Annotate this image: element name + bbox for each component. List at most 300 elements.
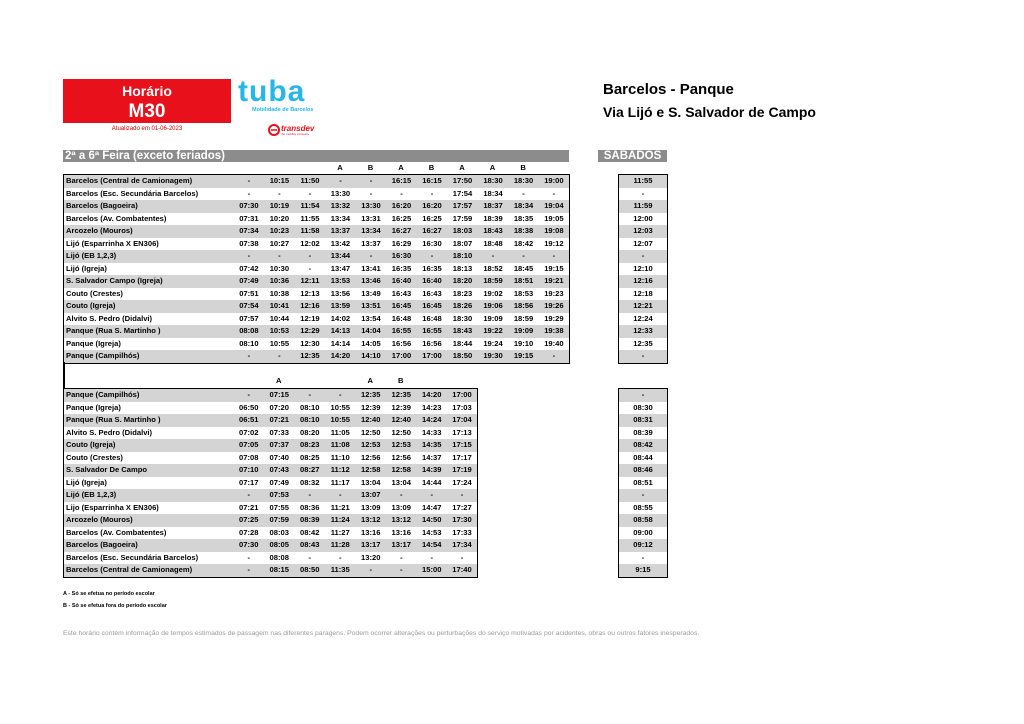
- departure-time: -: [234, 552, 265, 565]
- departure-time: 16:40: [386, 275, 417, 288]
- table-row: [619, 338, 668, 351]
- departure-time: -: [295, 263, 326, 276]
- table-row: [619, 489, 668, 502]
- departure-time: 13:17: [356, 539, 387, 552]
- departure-time: 13:34: [325, 213, 356, 226]
- departure-time: -: [478, 250, 509, 263]
- table-row: [619, 464, 668, 477]
- departure-time: 12:29: [295, 325, 326, 338]
- departure-time: 16:25: [386, 213, 417, 226]
- saturday-time: -: [619, 188, 668, 201]
- departure-time: 18:30: [508, 175, 539, 188]
- table-row: [619, 452, 668, 465]
- departure-time: 18:56: [508, 300, 539, 313]
- departure-time: 11:54: [295, 200, 326, 213]
- stop-name: Lijo (Esparrinha X EN306): [64, 502, 234, 515]
- departure-time: 17:15: [447, 439, 478, 452]
- departure-time: 08:10: [295, 414, 326, 427]
- departure-time: 08:43: [295, 539, 326, 552]
- departure-time: 07:33: [264, 427, 295, 440]
- departure-time: 07:57: [234, 313, 265, 326]
- departure-time: 07:05: [234, 439, 265, 452]
- departure-time: 12:40: [386, 414, 417, 427]
- table-row: [64, 188, 570, 201]
- departure-time: 13:37: [356, 238, 387, 251]
- departure-time: 10:55: [264, 338, 295, 351]
- table-row: [64, 313, 570, 326]
- table-row: [64, 200, 570, 213]
- saturday-time: 12:10: [619, 263, 668, 276]
- departure-time: 12:30: [295, 338, 326, 351]
- departure-time: 11:12: [325, 464, 356, 477]
- departure-time: -: [234, 175, 265, 188]
- departure-time: 14:50: [417, 514, 448, 527]
- stop-name: Panque (Igreja): [64, 402, 234, 415]
- saturday-time: 08:42: [619, 439, 668, 452]
- departure-time: 14:04: [356, 325, 387, 338]
- saturday-time: -: [619, 250, 668, 263]
- departure-time: 16:35: [386, 263, 417, 276]
- departure-time: 18:43: [478, 225, 509, 238]
- departure-time: 13:04: [356, 477, 387, 490]
- table-row: [64, 275, 570, 288]
- marker-spacer: [63, 375, 233, 387]
- departure-time: 19:30: [478, 350, 509, 363]
- saturday-time: 08:44: [619, 452, 668, 465]
- table-row: [619, 402, 668, 415]
- outbound-markers: [63, 162, 569, 174]
- table-row: [619, 552, 668, 565]
- departure-time: 13:09: [386, 502, 417, 515]
- departure-time: 14:14: [325, 338, 356, 351]
- table-row: [619, 238, 668, 251]
- departure-time: 08:23: [295, 439, 326, 452]
- departure-time: 11:24: [325, 514, 356, 527]
- departure-time: 14:05: [356, 338, 387, 351]
- table-row: [619, 225, 668, 238]
- stop-name: Barcelos (Bagoeira): [64, 200, 234, 213]
- departure-time: 07:28: [234, 527, 265, 540]
- departure-time: 17:24: [447, 477, 478, 490]
- departure-time: 14:37: [417, 452, 448, 465]
- trip-marker: [233, 162, 264, 174]
- departure-time: 16:30: [386, 250, 417, 263]
- saturday-time: 09:00: [619, 527, 668, 540]
- departure-time: -: [539, 188, 570, 201]
- table-row: [64, 464, 478, 477]
- departure-time: 11:27: [325, 527, 356, 540]
- departure-time: -: [356, 250, 387, 263]
- transdev-logo: [268, 124, 328, 138]
- departure-time: 07:10: [234, 464, 265, 477]
- saturday-time: 12:07: [619, 238, 668, 251]
- schedule-label-box: [63, 79, 231, 123]
- stop-name: Barcelos (Av. Combatentes): [64, 213, 234, 226]
- saturday-time: 12:21: [619, 300, 668, 313]
- table-row: [619, 564, 668, 577]
- departure-time: 08:32: [295, 477, 326, 490]
- marker-spacer: [63, 162, 233, 174]
- table-row: [64, 439, 478, 452]
- departure-time: 14:44: [417, 477, 448, 490]
- departure-time: 13:04: [386, 477, 417, 490]
- departure-time: 16:25: [417, 213, 448, 226]
- departure-time: -: [295, 188, 326, 201]
- stop-name: Lijó (EB 1,2,3): [64, 250, 234, 263]
- departure-time: 18:48: [478, 238, 509, 251]
- table-row: [619, 514, 668, 527]
- departure-time: 14:23: [417, 402, 448, 415]
- table-row: [64, 338, 570, 351]
- departure-time: -: [539, 350, 570, 363]
- departure-time: 19:24: [478, 338, 509, 351]
- saturday-time: 08:55: [619, 502, 668, 515]
- stop-name: Couto (Igreja): [64, 300, 234, 313]
- trip-marker: [294, 162, 325, 174]
- note-b: B - Só se efetua fora do período escolar: [63, 603, 167, 609]
- schedule-label: Horário: [122, 83, 172, 99]
- route-code: M30: [128, 101, 166, 122]
- departure-time: 18:26: [447, 300, 478, 313]
- departure-time: 08:39: [295, 514, 326, 527]
- departure-time: 07:37: [264, 439, 295, 452]
- saturday-time: -: [619, 350, 668, 363]
- departure-time: 16:30: [417, 238, 448, 251]
- table-row: [619, 414, 668, 427]
- departure-time: 19:23: [539, 288, 570, 301]
- table-row: [64, 250, 570, 263]
- table-row: [64, 288, 570, 301]
- departure-time: -: [295, 489, 326, 502]
- departure-time: 11:55: [295, 213, 326, 226]
- departure-time: 14:35: [417, 439, 448, 452]
- departure-time: 07:49: [234, 275, 265, 288]
- departure-time: 16:40: [417, 275, 448, 288]
- table-row: [64, 489, 478, 502]
- saturday-time: 08:58: [619, 514, 668, 527]
- departure-time: 19:29: [539, 313, 570, 326]
- departure-time: 10:30: [264, 263, 295, 276]
- trip-marker: [264, 162, 295, 174]
- trip-marker: B: [428, 163, 435, 172]
- table-row: [619, 325, 668, 338]
- departure-time: 19:09: [508, 325, 539, 338]
- departure-time: 12:56: [356, 452, 387, 465]
- departure-time: 10:19: [264, 200, 295, 213]
- table-row: [64, 389, 478, 402]
- stop-name: Couto (Crestes): [64, 288, 234, 301]
- departure-time: 11:17: [325, 477, 356, 490]
- departure-time: -: [417, 489, 448, 502]
- table-row: [619, 200, 668, 213]
- saturday-time: 08:39: [619, 427, 668, 440]
- logo-word: tuba: [238, 75, 306, 108]
- stop-name: Couto (Crestes): [64, 452, 234, 465]
- departure-time: 19:00: [539, 175, 570, 188]
- departure-time: 13:49: [356, 288, 387, 301]
- departure-time: 07:51: [234, 288, 265, 301]
- table-row: [619, 439, 668, 452]
- table-row: [64, 300, 570, 313]
- outbound-weekday-table: [63, 174, 570, 364]
- table-row: [64, 225, 570, 238]
- departure-time: 12:35: [356, 389, 387, 402]
- departure-time: -: [325, 389, 356, 402]
- stop-name: Lijó (Igreja): [64, 263, 234, 276]
- stop-name: Lijó (EB 1,2,3): [64, 489, 234, 502]
- departure-time: -: [264, 250, 295, 263]
- departure-time: 18:35: [508, 213, 539, 226]
- departure-time: 12:53: [356, 439, 387, 452]
- departure-time: 19:40: [539, 338, 570, 351]
- departure-time: -: [356, 188, 387, 201]
- departure-time: 10:44: [264, 313, 295, 326]
- departure-time: 17:34: [447, 539, 478, 552]
- departure-time: 17:13: [447, 427, 478, 440]
- note-a: A - Só se efetua no período escolar: [63, 591, 155, 597]
- stop-name: Lijó (Igreja): [64, 477, 234, 490]
- stop-name: Arcozelo (Mouros): [64, 225, 234, 238]
- departure-time: 17:27: [447, 502, 478, 515]
- departure-time: 16:56: [386, 338, 417, 351]
- departure-time: 07:55: [264, 502, 295, 515]
- table-row: [619, 350, 668, 363]
- table-row: [64, 502, 478, 515]
- departure-time: 19:04: [539, 200, 570, 213]
- stop-name: S. Salvador Campo (Igreja): [64, 275, 234, 288]
- departure-time: -: [325, 175, 356, 188]
- saturday-time: 08:30: [619, 402, 668, 415]
- departure-time: 17:59: [447, 213, 478, 226]
- departure-time: 17:00: [386, 350, 417, 363]
- table-row: [64, 527, 478, 540]
- departure-time: -: [417, 552, 448, 565]
- stop-name: Barcelos (Central de Camionagem): [64, 564, 234, 577]
- departure-time: 16:48: [386, 313, 417, 326]
- trip-marker: [325, 375, 356, 387]
- departure-time: 08:05: [264, 539, 295, 552]
- disclaimer: Este horário contém informação de tempos estimados de passagem nas diferentes paragens. Podem ocorrer alterações ou perturbações do serviço motivadas por acidentes, obras ou outros fatores inesperados.: [63, 630, 700, 637]
- table-row: [619, 275, 668, 288]
- departure-time: -: [386, 564, 417, 577]
- departure-time: 08:10: [295, 402, 326, 415]
- departure-time: -: [447, 552, 478, 565]
- departure-time: 17:03: [447, 402, 478, 415]
- departure-time: -: [386, 188, 417, 201]
- departure-time: 10:38: [264, 288, 295, 301]
- table-row: [619, 313, 668, 326]
- saturday-time: 12:18: [619, 288, 668, 301]
- departure-time: 19:38: [539, 325, 570, 338]
- departure-time: 13:42: [325, 238, 356, 251]
- departure-time: 08:36: [295, 502, 326, 515]
- trip-marker: [294, 375, 325, 387]
- departure-time: 10:27: [264, 238, 295, 251]
- trip-marker: A: [489, 163, 496, 172]
- departure-time: 10:55: [325, 402, 356, 415]
- trip-marker: B: [520, 163, 526, 172]
- departure-time: 18:38: [508, 225, 539, 238]
- departure-time: 12:56: [386, 452, 417, 465]
- departure-time: 07:43: [264, 464, 295, 477]
- stop-name: Barcelos (Central de Camionagem): [64, 175, 234, 188]
- departure-time: 13:12: [386, 514, 417, 527]
- departure-time: -: [417, 250, 448, 263]
- departure-time: 07:34: [234, 225, 265, 238]
- table-row: [64, 564, 478, 577]
- departure-time: 19:08: [539, 225, 570, 238]
- table-row: [619, 389, 668, 402]
- departure-time: -: [234, 250, 265, 263]
- departure-time: -: [508, 250, 539, 263]
- departure-time: -: [356, 564, 387, 577]
- departure-time: 11:21: [325, 502, 356, 515]
- departure-time: 13:32: [325, 200, 356, 213]
- saturday-time: -: [619, 552, 668, 565]
- trip-marker: A: [337, 163, 343, 172]
- departure-time: 07:20: [264, 402, 295, 415]
- stop-name: S. Salvador De Campo: [64, 464, 234, 477]
- departure-time: 18:13: [447, 263, 478, 276]
- table-row: [619, 427, 668, 440]
- saturday-time: 12:24: [619, 313, 668, 326]
- departure-time: 13:44: [325, 250, 356, 263]
- departure-time: 18:23: [447, 288, 478, 301]
- departure-time: 13:09: [356, 502, 387, 515]
- departure-time: 11:05: [325, 427, 356, 440]
- departure-time: 17:57: [447, 200, 478, 213]
- departure-time: 12:58: [386, 464, 417, 477]
- departure-time: 08:08: [234, 325, 265, 338]
- departure-time: 18:37: [478, 200, 509, 213]
- departure-time: 16:27: [386, 225, 417, 238]
- departure-time: 13:47: [325, 263, 356, 276]
- table-row: [64, 238, 570, 251]
- logo-subtitle: Mobilidade de Barcelos: [252, 107, 314, 113]
- departure-time: 12:58: [356, 464, 387, 477]
- departure-time: -: [264, 350, 295, 363]
- departure-time: 08:15: [264, 564, 295, 577]
- table-row: [619, 263, 668, 276]
- departure-time: -: [356, 175, 387, 188]
- departure-time: 14:20: [325, 350, 356, 363]
- departure-time: 10:36: [264, 275, 295, 288]
- trip-marker: A: [398, 163, 404, 172]
- departure-time: -: [386, 552, 417, 565]
- departure-time: 08:42: [295, 527, 326, 540]
- departure-time: 14:53: [417, 527, 448, 540]
- departure-time: 18:52: [478, 263, 509, 276]
- departure-time: 07:31: [234, 213, 265, 226]
- departure-time: 19:15: [539, 263, 570, 276]
- saturday-time: 12:03: [619, 225, 668, 238]
- table-row: [64, 452, 478, 465]
- departure-time: 18:53: [508, 288, 539, 301]
- departure-time: 19:09: [478, 313, 509, 326]
- departure-time: 07:02: [234, 427, 265, 440]
- departure-time: 19:05: [539, 213, 570, 226]
- departure-time: -: [325, 489, 356, 502]
- departure-time: -: [447, 489, 478, 502]
- table-row: [619, 539, 668, 552]
- saturday-time: 11:59: [619, 200, 668, 213]
- departure-time: 13:30: [356, 200, 387, 213]
- table-row: [64, 402, 478, 415]
- departure-time: 07:15: [264, 389, 295, 402]
- departure-time: 12:35: [386, 389, 417, 402]
- departure-time: 06:50: [234, 402, 265, 415]
- departure-time: 13:30: [325, 188, 356, 201]
- departure-time: 16:15: [417, 175, 448, 188]
- table-row: [619, 527, 668, 540]
- table-row: [64, 325, 570, 338]
- departure-time: 13:17: [386, 539, 417, 552]
- departure-time: -: [295, 552, 326, 565]
- departure-time: -: [295, 250, 326, 263]
- departure-time: 18:43: [447, 325, 478, 338]
- route-title: Barcelos - Panque: [603, 81, 734, 98]
- departure-time: 17:33: [447, 527, 478, 540]
- table-row: [64, 477, 478, 490]
- stop-name: Alvito S. Pedro (Didalvi): [64, 427, 234, 440]
- departure-time: 11:50: [295, 175, 326, 188]
- departure-time: 16:29: [386, 238, 417, 251]
- departure-time: 16:45: [386, 300, 417, 313]
- departure-time: 10:55: [325, 414, 356, 427]
- departure-time: -: [234, 350, 265, 363]
- trip-marker: A: [459, 163, 465, 172]
- trip-marker: A: [276, 376, 282, 385]
- departure-time: -: [234, 188, 265, 201]
- trip-marker: B: [398, 376, 404, 385]
- departure-time: -: [417, 188, 448, 201]
- departure-time: 16:20: [417, 200, 448, 213]
- stop-name: Panque (Rua S. Martinho ): [64, 325, 234, 338]
- departure-time: 17:17: [447, 452, 478, 465]
- stop-name: Arcozelo (Mouros): [64, 514, 234, 527]
- departure-time: 13:16: [386, 527, 417, 540]
- departure-time: -: [295, 389, 326, 402]
- departure-time: 08:50: [295, 564, 326, 577]
- departure-time: 06:51: [234, 414, 265, 427]
- table-row: [619, 188, 668, 201]
- departure-time: 10:23: [264, 225, 295, 238]
- departure-time: -: [325, 552, 356, 565]
- departure-time: 16:20: [386, 200, 417, 213]
- stop-name: Barcelos (Esc. Secundária Barcelos): [64, 188, 234, 201]
- departure-time: 19:22: [478, 325, 509, 338]
- departure-time: 19:12: [539, 238, 570, 251]
- departure-time: 14:20: [417, 389, 448, 402]
- departure-time: -: [234, 489, 265, 502]
- departure-time: 12:16: [295, 300, 326, 313]
- table-row: [619, 300, 668, 313]
- stop-name: Lijó (Esparrinha X EN306): [64, 238, 234, 251]
- departure-time: 11:35: [325, 564, 356, 577]
- departure-time: 18:30: [447, 313, 478, 326]
- departure-time: 16:56: [417, 338, 448, 351]
- departure-time: 13:41: [356, 263, 387, 276]
- departure-time: 10:41: [264, 300, 295, 313]
- departure-time: -: [234, 564, 265, 577]
- departure-time: 18:34: [478, 188, 509, 201]
- departure-time: 15:00: [417, 564, 448, 577]
- inbound-saturday-table: [618, 388, 668, 578]
- stop-name: Panque (Rua S. Martinho ): [64, 414, 234, 427]
- departure-time: 18:03: [447, 225, 478, 238]
- departure-time: 07:40: [264, 452, 295, 465]
- trip-marker: A: [367, 376, 373, 385]
